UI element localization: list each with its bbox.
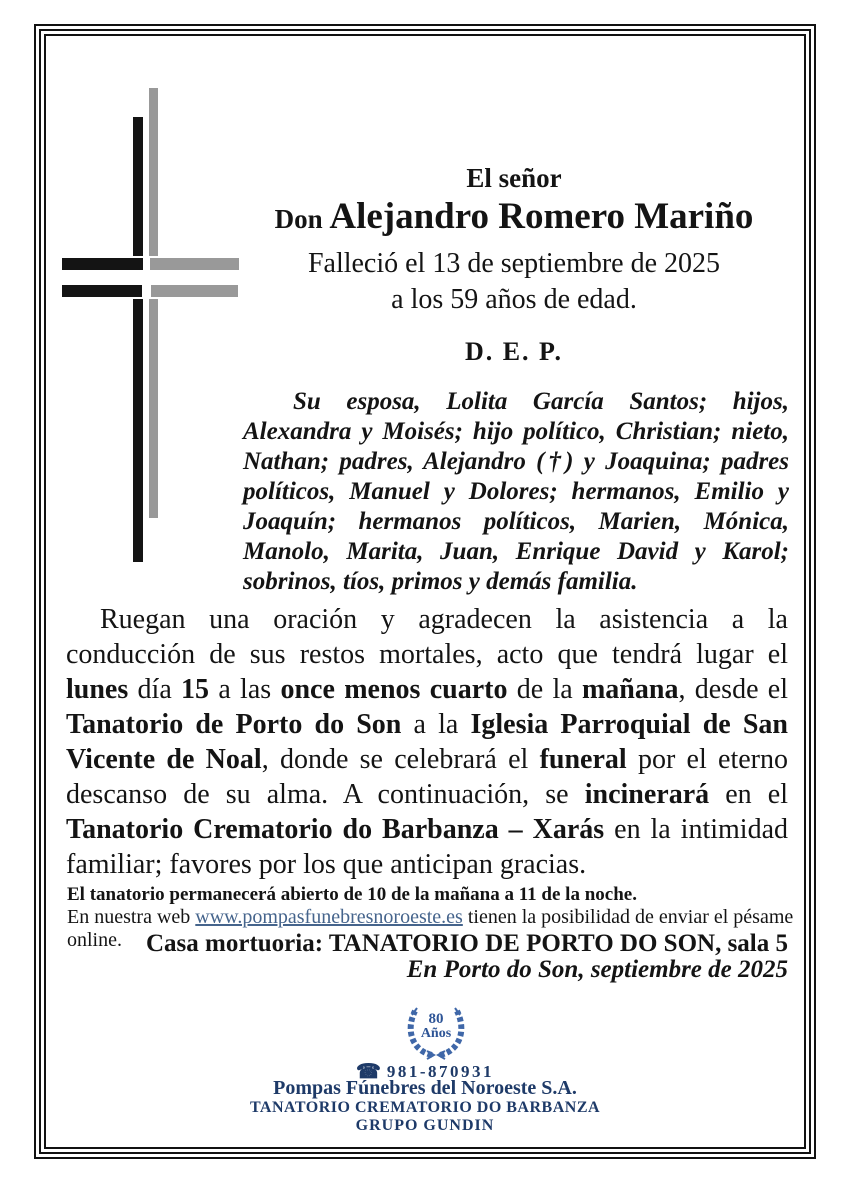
crematorium-name: TANATORIO CREMATORIO DO BARBANZA [249, 1099, 601, 1116]
funeral-announcement-paragraph: Ruegan una oración y agradecen la asistencia a la conducción de sus restos mortales, acto que tendrá lugar el lunes día 15 a las once menos cuarto de la mañana, desde el Tanatorio de Porto do Son a la Iglesia Parroquial de San Vicente de Noal, donde se celebrará el funeral por el eterno descanso de su alma. A continuación, se incinerará en el Tanatorio Crematorio do Barbanza – Xarás en la intimidad familiar; favores por los que anticipan gracias. [66, 604, 789, 880]
cross-gray-upper-arm [150, 258, 239, 270]
telephone-icon: ☎ [355, 1061, 381, 1083]
deceased-name-line [240, 196, 788, 237]
website-link[interactable]: www.pompasfunebresnoroeste.es [195, 906, 463, 928]
opening-hours-notice: El tanatorio permanecerá abierto de 10 de la mañana a 11 de la noche. [67, 884, 637, 905]
deceased-name: Alejandro Romero Mariño [329, 196, 754, 237]
cross-gray-vertical-bar [149, 88, 158, 518]
web-line-prefix: En nuestra web [67, 906, 196, 928]
family-paragraph: Su esposa, Lolita García Santos; hijos, Alexandra y Moisés; hijo político, Christian; nieto, Nathan; padres, Alejandro (†) y Joaquina; padres políticos, Manuel y Dolores; hermanos, Emilio y Joaquín; hermanos políticos, Marien, Mónica, Manolo, Marita, Juan, Enrique David y Karol; sobrinos, tíos, primos y demás familia. [243, 388, 789, 595]
anniversary-wreath-emblem [400, 1001, 472, 1060]
death-date-line: Falleció el 13 de septiembre de 2025 [307, 248, 721, 279]
company-group-name: GRUPO GUNDIN [355, 1117, 495, 1134]
mortuary-house-line: Casa mortuoria: TANATORIO DE PORTO DO SON, sala 5 [146, 930, 788, 957]
anniversary-text [400, 1001, 472, 1060]
phone-number: 981-870931 [386, 1062, 495, 1081]
title-prefix: Don [274, 204, 330, 234]
cross-black-upper-arm [62, 258, 143, 270]
anniversary-number: 80 [428, 1011, 444, 1027]
death-age-line: a los 59 años de edad. [391, 284, 637, 315]
cross-black-lower-arm [62, 285, 142, 297]
funeral-company-name: Pompas Fúnebres del Noroeste S.A. [273, 1077, 577, 1099]
salutation: El señor [466, 163, 562, 193]
anniversary-word: Años [420, 1026, 452, 1041]
place-date-line: En Porto do Son, septiembre de 2025 [406, 956, 788, 983]
cross-black-vertical-bar [133, 117, 143, 562]
web-line-suffix: tienen la posibilidad de enviar el pésame online. [67, 906, 794, 951]
dep-abbreviation: D. E. P. [464, 337, 564, 366]
cross-gray-lower-arm [151, 285, 238, 297]
